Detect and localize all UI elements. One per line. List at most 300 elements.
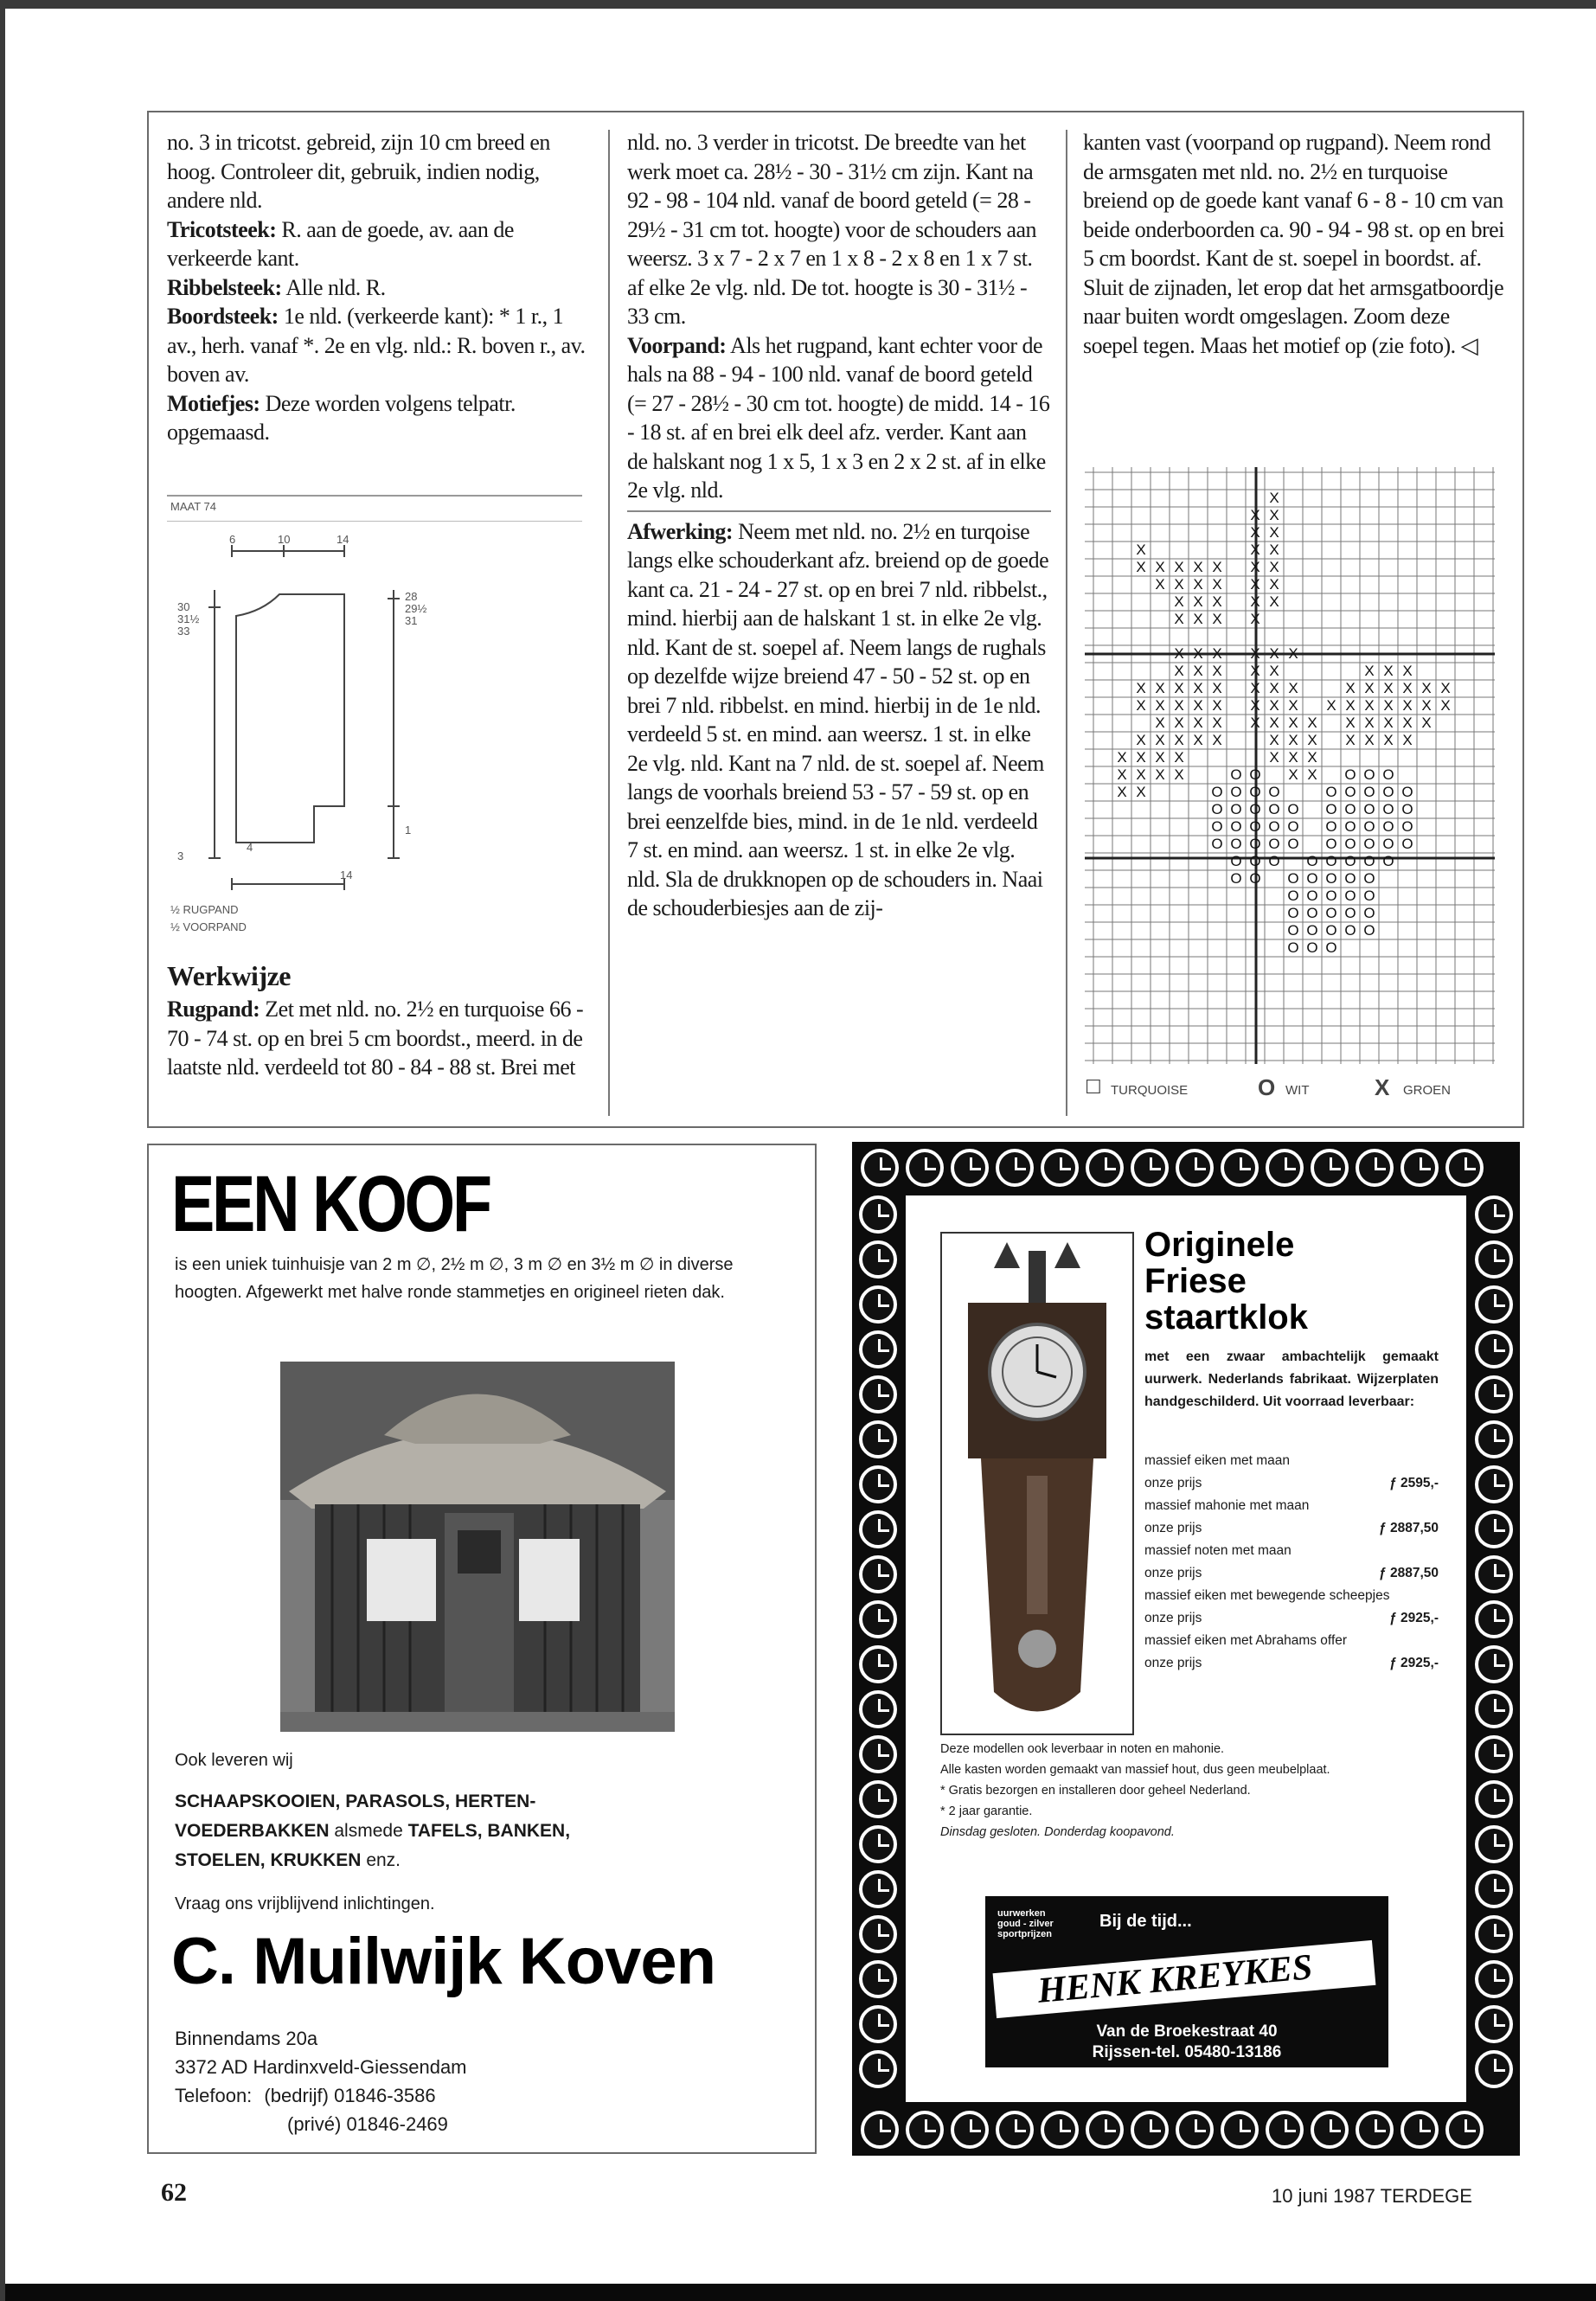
chart-cell-green: X [1250,697,1260,714]
clock-icon [859,1870,897,1908]
koof-phone-1 [175,2081,467,2110]
chart-cell-white: O [1363,801,1375,817]
chart-cell-green: X [1193,559,1203,575]
chart-cell-green: X [1402,697,1413,714]
klok-panel [906,1195,1466,2102]
chart-cell-green: X [1193,645,1203,662]
diagram-rule-top [167,495,582,497]
kreykes-small-3: sportprijzen [997,1929,1052,1939]
clock-icon [1475,1600,1513,1638]
chart-cell-green: X [1307,715,1317,731]
chart-cell-white: O [1325,836,1337,852]
chart-cell-white: O [1325,888,1337,904]
clock-icon [859,1780,897,1818]
chart-cell-white: O [1230,836,1242,852]
chart-cell-green: X [1383,697,1394,714]
clock-icon [859,2050,897,2088]
chart-cell-green: X [1136,784,1146,800]
chart-cell-green: X [1269,663,1279,679]
chart-cell-white: O [1287,888,1299,904]
chart-cell-white: O [1401,818,1413,835]
chart-cell-white: O [1344,905,1356,921]
kreykes-small-2: goud - zilver [997,1919,1054,1929]
column-rule-1 [608,130,610,1116]
issue-line: 10 juni 1987 TERDEGE [1272,2185,1472,2207]
chart-cell-white: O [1401,836,1413,852]
klok-desc: met een zwaar ambachtelijk gemaakt uurwerk. Nederlands fabrikaat. Wijzerplaten handgeschilderd. Uit voorraad leverbaar: [1144,1349,1439,1409]
chart-cell-green: X [1250,611,1260,627]
klok-price-row [1144,1562,1439,1585]
chart-cell-white: O [1363,905,1375,921]
koof-products-3: TAFELS, BANKEN, STOELEN, KRUKKEN [175,1821,571,1870]
chart-cell-white: O [1249,784,1261,800]
klok-price: ƒ 2925,- [1389,1611,1439,1625]
chart-cell-green: X [1250,507,1260,523]
chart-cell-green: X [1174,611,1184,627]
chart-cell-white: O [1325,784,1337,800]
chart-cell-white: O [1249,853,1261,869]
koof-products-1: SCHAAPSKOOIEN, PARASOLS, HERTEN-VOEDERBAKKEN [175,1791,536,1841]
chart-cell-green: X [1402,715,1413,731]
legend-back: ½ RUGPAND [170,903,239,916]
chart-cell-green: X [1307,749,1317,766]
afwerking-label: Afwerking: [627,518,734,544]
column-3 [1083,128,1509,360]
chart-cell-green: X [1269,732,1279,748]
chart-cell-white: O [1211,801,1223,817]
chart-cell-green: X [1250,663,1260,679]
chart-cell-green: X [1269,559,1279,575]
chart-cell-green: X [1269,645,1279,662]
chart-cell-white: O [1287,922,1299,939]
chart-cell-white: O [1249,801,1261,817]
klok-note-3: * Gratis bezorgen en installeren door geheel Nederland. [940,1784,1251,1798]
chart-cell-white: O [1382,784,1394,800]
kreykes-phone: Rijssen-tel. 05480-13186 [1092,2043,1282,2061]
kreykes-small-1: uurwerken [997,1908,1046,1919]
chart-cell-green: X [1117,749,1127,766]
dim-right-2: 29½ [405,602,427,615]
chart-cell-white: O [1382,836,1394,852]
staartklok-illustration [942,1234,1132,1734]
chart-cell-white: O [1344,922,1356,939]
koof-products [175,1787,659,1875]
clock-icon [1475,1555,1513,1593]
clock-icon [1131,2111,1169,2149]
chart-cell-green: X [1250,576,1260,593]
pattern-diagram [167,495,591,945]
chart-cell-green: X [1136,749,1146,766]
knitting-chart [1085,467,1495,1064]
clock-icon [1475,2050,1513,2088]
chart-cell-white: O [1401,801,1413,817]
chart-cell-white: O [1306,922,1318,939]
clock-icon [1356,2111,1394,2149]
klok-price-label: onze prijs [1144,1566,1202,1580]
klok-price-row [1144,1517,1439,1540]
chart-cell-green: X [1402,680,1413,696]
clock-icon [1475,1330,1513,1368]
chart-cell-white: O [1268,818,1280,835]
klok-price: ƒ 2595,- [1389,1476,1439,1490]
page-number: 62 [161,2178,187,2207]
boord-label: Boordsteek: [167,304,279,329]
dim-left-1: 30 [177,600,190,613]
clock-icon [859,1825,897,1863]
clock-icon [859,1555,897,1593]
klok-title-1: Originele [1144,1226,1295,1264]
chart-cell-green: X [1136,542,1146,558]
clock-icon [1176,1149,1214,1187]
rugpand-label: Rugpand: [167,997,260,1022]
chart-cell-green: X [1383,715,1394,731]
legend-turquoise-symbol: ☐ [1085,1076,1102,1098]
chart-cell-green: X [1212,663,1222,679]
clock-icon [1475,1465,1513,1503]
chart-cell-white: O [1230,870,1242,887]
clock-icon [951,2111,989,2149]
chart-cell-white: O [1287,801,1299,817]
klok-note-4: * 2 jaar garantie. [940,1804,1033,1818]
chart-cell-green: X [1269,697,1279,714]
dim-left-low: 3 [177,849,184,862]
clock-icon [1445,1149,1484,1187]
chart-cell-green: X [1212,611,1222,627]
chart-cell-green: X [1269,593,1279,610]
chart-cell-green: X [1193,611,1203,627]
col2-intro: nld. no. 3 verder in tricotst. De breedte van het werk moet ca. 28½ - 30 - 31½ cm zijn. Kant na 92 - 98 - 104 nld. vanaf de boord geteld (= 28 - 29½ - 31 cm tot. hoogte) voor de schouders aan weersz. 3 x 7 - 2 x 7 en 1 x 8 - 2 x 8 en 1 x 7 st. af elke 2e vlg. nld. De tot. hoogte is 30 - 31½ - 33 cm. [627,130,1037,329]
klok-price: ƒ 2925,- [1389,1656,1439,1670]
chart-cell-white: O [1287,818,1299,835]
chart-cell-white: O [1363,836,1375,852]
clock-icon [1266,1149,1304,1187]
clock-icon [1221,1149,1259,1187]
chart-cell-green: X [1174,697,1184,714]
chart-cell-white: O [1230,853,1242,869]
klok-note-2: Alle kasten worden gemaakt van massief hout, dus geen meubelplaat. [940,1763,1330,1777]
klok-item-name: massief mahonie met maan [1144,1498,1310,1513]
tricot-text: R. aan de goede, av. aan de verkeerde kant. [167,216,514,271]
clock-icon [859,1330,897,1368]
clock-icon [1086,2111,1124,2149]
dim-right-low: 1 [405,824,412,836]
chart-cell-green: X [1193,663,1203,679]
dim-left-2: 31½ [177,612,200,625]
chart-cell-white: O [1363,870,1375,887]
clock-icon [996,2111,1034,2149]
garment-outline [167,529,582,893]
chart-cell-green: X [1288,766,1298,783]
koof-photo [280,1362,675,1732]
chart-cell-green: X [1269,542,1279,558]
chart-cell-green: X [1155,749,1165,766]
legend-turquoise-label: TURQUOISE [1111,1083,1189,1098]
klok-item-name: massief noten met maan [1144,1543,1292,1558]
clock-icon [1221,2111,1259,2149]
chart-cell-white: O [1230,801,1242,817]
koof-address-2: 3372 AD Hardinxveld-Giessendam [175,2056,467,2078]
voorpand-label: Voorpand: [627,332,727,358]
chart-cell-green: X [1288,645,1298,662]
clock-icon [859,1690,897,1728]
intro-paragraph: no. 3 in tricotst. gebreid, zijn 10 cm breed en hoog. Controleer dit, gebruik, indien nodig, andere nld. [167,130,550,213]
clock-icon [859,1960,897,1998]
clock-icon [1475,1690,1513,1728]
clock-icon [859,1600,897,1638]
ad-klok [852,1142,1520,2156]
chart-cell-white: O [1325,801,1337,817]
chart-cell-white: O [1363,766,1375,783]
chart-cell-green: X [1345,715,1356,731]
col3-text: kanten vast (voorpand op rugpand). Neem rond de armsgaten met nld. no. 2½ en turquoise breiend op de goede kant vanaf 6 - 8 - 10 cm van beide onderboorden ca. 90 - 94 - 98 st. op en brei 5 cm boordst. Kant de st. soepel in boordst. af. Sluit de zijnaden, let erop dat het armsgatboordje naar buiten wordt omgeslagen. Zoom deze soepel tegen. Maas het motief op (zie foto). [1083,130,1504,358]
ribbel-label: Ribbelsteek: [167,274,282,300]
clock-icon [951,1149,989,1187]
motief-text: Deze worden volgens telpatr. opgemaasd. [167,390,516,445]
koof-intro: is een uniek tuinhuisje van 2 m ∅, 2½ m ∅, 3 m ∅ en 3½ m ∅ in diverse hoogten. Afgewerkt met halve ronde stammetjes en origineel rieten dak. [175,1255,734,1302]
column-2 [627,128,1051,923]
chart-cell-white: O [1211,784,1223,800]
chart-cell-green: X [1193,680,1203,696]
legend-white-label: WIT [1285,1083,1310,1098]
koof-phone-label: Telefoon: [175,2085,253,2106]
chart-cell-white: O [1306,870,1318,887]
klok-price-label: onze prijs [1144,1476,1202,1490]
chart-cell-white: O [1401,784,1413,800]
klok-item-name: massief eiken met bewegende scheepjes [1144,1588,1390,1603]
end-mark: ◁ [1460,332,1478,358]
chart-cell-green: X [1174,680,1184,696]
klok-photo [940,1232,1134,1735]
size-label: MAAT 74 [170,500,216,513]
chart-cell-green: X [1250,593,1260,610]
chart-cell-white: O [1382,853,1394,869]
clock-icon [859,1645,897,1683]
chart-cell-white: O [1230,818,1242,835]
klok-item-name: massief eiken met Abrahams offer [1144,1633,1348,1648]
dim-top-3: 14 [337,533,349,546]
chart-cell-green: X [1117,784,1127,800]
klok-price-label: onze prijs [1144,1656,1202,1670]
chart-cell-green: X [1250,645,1260,662]
afwerking-text: Neem met nld. no. 2½ en turqoise langs elke schouderkant afz. breiend op de goede kant ca. 21 - 24 - 27 st. op en brei 7 nld. ribbelst., mind. hierbij aan de halskant 1 st. in elke 2e vlg. nld. Kant de st. soepel af. Neem langs de rughals op dezelfde wijze breiend 47 - 50 - 52 st. op en brei 7 nld. ribbelst. en mind. hierbij in de 1e nld. verdeeld 5 st. en mind. aan weersz. 1 st. in elke 2e vlg. nld. Kant na 7 nld. de st. soepel af. Neem langs de voorhals breiend 53 - 57 - 59 st. op en brei eenzelfde bies, mind. in de 1e nld. verdeeld 7 st. en mind. aan weersz. 1 st. in elke 2e vlg. nld. Sla de drukknopen op de schouders in. Naai de schouderbiesjes aan de zij- [627,518,1049,920]
chart-cell-green: X [1155,766,1165,783]
chart-cell-green: X [1136,697,1146,714]
koof-company: C. Muilwijk Koven [171,1925,716,1998]
chart-cell-green: X [1364,697,1375,714]
chart-cell-white: O [1287,836,1299,852]
klok-note-1: Deze modellen ook leverbaar in noten en mahonie. [940,1742,1225,1756]
chart-cell-green: X [1193,715,1203,731]
clock-icon [859,1285,897,1324]
clock-icon [1401,1149,1439,1187]
klok-title-2: Friese [1144,1262,1247,1300]
chart-cell-green: X [1193,697,1203,714]
chart-cell-green: X [1212,559,1222,575]
chart-cell-white: O [1306,853,1318,869]
clock-icon [1356,1149,1394,1187]
chart-cell-green: X [1117,766,1127,783]
chart-cell-green: X [1136,766,1146,783]
chart-cell-green: X [1250,715,1260,731]
koof-address [175,2024,467,2138]
chart-cell-green: X [1193,732,1203,748]
clock-icon [1475,1285,1513,1324]
chart-cell-green: X [1364,732,1375,748]
chart-cell-green: X [1174,593,1184,610]
klok-note-5: Dinsdag gesloten. Donderdag koopavond. [940,1825,1175,1839]
clock-icon [1475,1240,1513,1279]
chart-cell-green: X [1136,559,1146,575]
dim-top-1: 6 [229,533,236,546]
chart-cell-white: O [1344,870,1356,887]
chart-cell-green: X [1212,576,1222,593]
chart-cell-white: O [1211,818,1223,835]
chart-cell-green: X [1345,732,1356,748]
koof-title: EEN KOOF [171,1160,490,1248]
legend-green-label: GROEN [1403,1083,1452,1098]
klok-price-row [1144,1607,1439,1630]
chart-cell-green: X [1307,732,1317,748]
koof-products-2: alsmede [334,1821,403,1841]
clock-icon [1475,1420,1513,1458]
chart-cell-green: X [1212,593,1222,610]
chart-cell-green: X [1155,576,1165,593]
chart-cell-white: O [1325,853,1337,869]
clock-icon [1475,1915,1513,1953]
clock-icon [1475,1870,1513,1908]
chart-cell-white: O [1363,922,1375,939]
chart-cell-green: X [1136,680,1146,696]
chart-cell-white: O [1287,905,1299,921]
chart-cell-green: X [1288,697,1298,714]
clock-icon [1475,1825,1513,1863]
dim-mid: 4 [247,841,253,854]
rugpand-text: Zet met nld. no. 2½ en turquoise 66 - 70 - 74 st. op en brei 5 cm boordst., meerd. in de laatste nld. verdeeld tot 80 - 84 - 88 st. Brei met [167,997,584,1080]
chart-cell-white: O [1249,836,1261,852]
kreykes-name: HENK KREYKES [1035,1947,1315,2011]
clock-icon [906,2111,944,2149]
chart-cell-green: X [1364,715,1375,731]
chart-cell-green: X [1212,697,1222,714]
chart-cell-green: X [1288,680,1298,696]
clock-icon [1266,2111,1304,2149]
clock-icon [859,1240,897,1279]
chart-cell-white: O [1249,818,1261,835]
chart-cell-white: O [1306,939,1318,956]
chart-cell-green: X [1174,749,1184,766]
chart-cell-green: X [1440,697,1451,714]
chart-cell-white: O [1249,870,1261,887]
chart-legend [1085,1074,1500,1106]
chart-cell-white: O [1344,888,1356,904]
werkwijze-heading: Werkwijze [167,960,291,991]
chart-cell-green: X [1402,663,1413,679]
chart-cell-green: X [1326,697,1336,714]
chart-cell-white: O [1382,766,1394,783]
garden-house-illustration [280,1362,675,1732]
clock-icon [859,1420,897,1458]
chart-cell-white: O [1268,784,1280,800]
chart-cell-green: X [1421,697,1432,714]
klok-item-name: massief eiken met maan [1144,1453,1290,1468]
chart-cell-green: X [1212,680,1222,696]
chart-cell-white: O [1382,801,1394,817]
chart-cell-green: X [1421,680,1432,696]
chart-cell-green: X [1155,715,1165,731]
col2-divider [627,510,1051,512]
clock-icon [859,1510,897,1548]
chart-cell-white: O [1363,818,1375,835]
chart-cell-green: X [1307,766,1317,783]
dim-bottom: 14 [340,868,353,881]
kreykes-address: Van de Broekestraat 40 [1096,2022,1278,2041]
clock-icon [1475,1510,1513,1548]
legend-front: ½ VOORPAND [170,920,247,933]
chart-cell-green: X [1269,524,1279,541]
chart-cell-green: X [1250,559,1260,575]
chart-cell-white: O [1325,818,1337,835]
clock-icon [1176,2111,1214,2149]
clock-icon [859,1465,897,1503]
chart-cell-green: X [1383,680,1394,696]
column-1 [167,128,591,447]
chart-cell-green: X [1269,749,1279,766]
clock-icon [1445,2111,1484,2149]
chart-cell-white: O [1268,853,1280,869]
chart-cell-white: O [1306,905,1318,921]
klok-notes [940,1739,1442,1843]
chart-cell-green: X [1174,766,1184,783]
chart-cell-green: X [1269,490,1279,506]
clock-icon [861,2111,899,2149]
chart-cell-white: O [1344,836,1356,852]
clock-icon [1041,1149,1079,1187]
chart-cell-green: X [1421,715,1432,731]
chart-cell-green: X [1155,559,1165,575]
chart-cell-green: X [1269,576,1279,593]
chart-cell-green: X [1402,732,1413,748]
chart-cell-green: X [1174,645,1184,662]
clock-icon [1475,1645,1513,1683]
kreykes-small-text [997,1908,1054,1939]
klok-price-label: onze prijs [1144,1521,1202,1535]
klok-price-list [1144,1450,1439,1675]
chart-cell-white: O [1344,801,1356,817]
chart-cell-green: X [1288,715,1298,731]
chart-cell-green: X [1250,542,1260,558]
chart-cell-white: O [1249,766,1261,783]
chart-cell-green: X [1174,715,1184,731]
chart-cell-green: X [1288,732,1298,748]
chart-cell-green: X [1269,680,1279,696]
column-1-werkwijze [167,957,591,1082]
chart-cell-white: O [1268,836,1280,852]
dim-right-1: 28 [405,590,418,603]
chart-cell-green: X [1212,732,1222,748]
chart-cell-white: O [1363,784,1375,800]
chart-cell-green: X [1440,680,1451,696]
chart-cell-green: X [1155,697,1165,714]
chart-cell-green: X [1155,680,1165,696]
kreykes-logo [985,1896,1388,2067]
clock-icon [1475,1735,1513,1773]
boord-text: 1e nld. (verkeerde kant): * 1 r., 1 av., herh. vanaf *. 2e en vlg. nld.: R. boven r., av. boven av. [167,304,586,387]
clock-icon [859,2005,897,2043]
clock-icon [996,1149,1034,1187]
clock-icon [1475,1375,1513,1413]
clock-icon [1041,2111,1079,2149]
chart-cell-white: O [1211,836,1223,852]
